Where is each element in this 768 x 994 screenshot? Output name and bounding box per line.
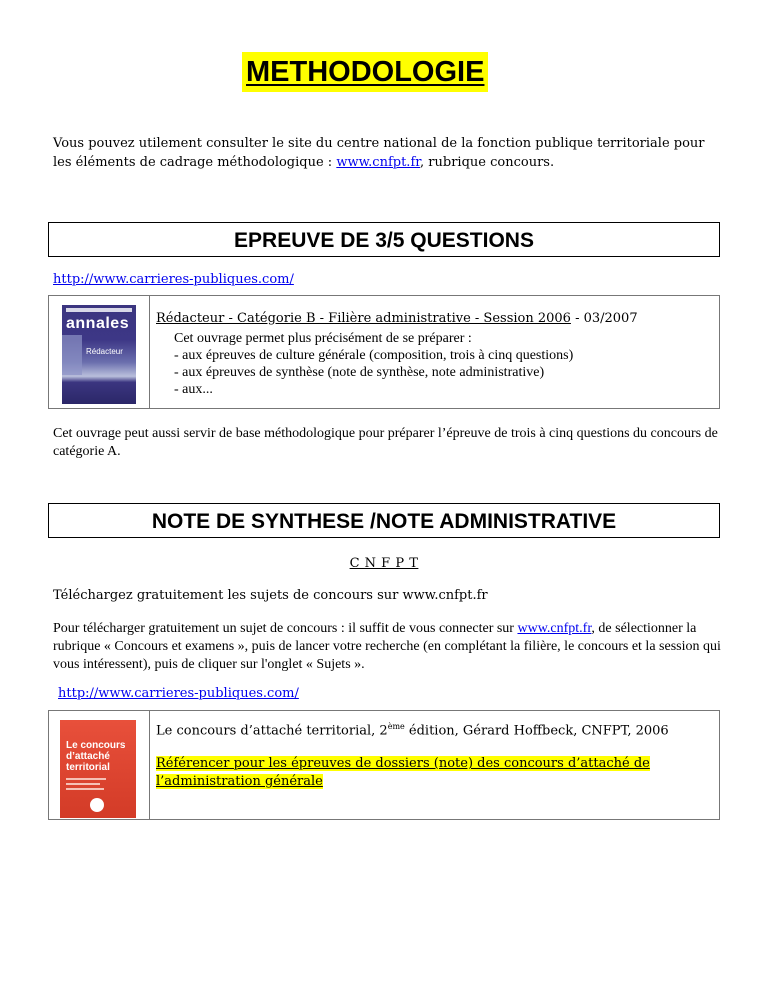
cover-line: territorial	[66, 762, 110, 773]
book-description	[174, 330, 573, 398]
carrieres-publiques-link-2[interactable]: http://www.carrieres-publiques.com/	[58, 686, 299, 701]
book-desc-line: - aux...	[174, 382, 213, 397]
section1-note: Cet ouvrage peut aussi servir de base méthodologique pour préparer l’épreuve de trois à cinq questions du concours de catégorie A.	[53, 426, 718, 459]
book2-title-end: édition, Gérard Hoffbeck, CNFPT, 2006	[404, 723, 669, 739]
publisher-logo-icon	[90, 798, 104, 812]
section-heading-synthese: NOTE DE SYNTHESE /NOTE ADMINISTRATIVE	[48, 503, 720, 538]
book-title-line	[156, 310, 638, 327]
book2-title-line	[156, 722, 669, 738]
book-card-divider	[149, 296, 150, 408]
cover-header-stripe	[66, 308, 132, 312]
book-cover-annales	[62, 305, 136, 404]
cover-line: Le concours	[66, 740, 126, 751]
book-title[interactable]: Rédacteur - Catégorie B - Filière administrative - Session 2006	[156, 311, 571, 326]
cover-rule	[66, 788, 104, 790]
download-instructions	[53, 620, 723, 674]
book-desc-line: - aux épreuves de culture générale (composition, trois à cinq questions)	[174, 348, 574, 363]
cnfpt-heading: C N F P T	[349, 556, 419, 571]
book-date: - 03/2007	[570, 311, 638, 326]
book2-title: Le concours d’attaché territorial, 2	[156, 723, 388, 739]
book-cover-attache	[60, 720, 136, 818]
instructions-text-end: , de sélectionner la rubrique « Concours et examens », puis de lancer votre recherche (en complétant la filière, le concours et la session qui vous intéressent), puis de cliquer sur l'onglet « Sujets ».	[53, 621, 721, 672]
download-line: Téléchargez gratuitement les sujets de concours sur www.cnfpt.fr	[53, 588, 488, 603]
page-title: METHODOLOGIE	[242, 52, 488, 92]
book2-highlight: Référencer pour les épreuves de dossiers (note) des concours d’attaché de l’administration générale	[156, 756, 650, 789]
cover-graphic	[62, 335, 82, 375]
book-card-divider	[149, 711, 150, 819]
cnfpt-site-link[interactable]: www.cnfpt.fr	[517, 621, 592, 636]
cover-text	[66, 740, 125, 773]
cover-rule	[66, 783, 100, 785]
section-heading-questions: EPREUVE DE 3/5 QUESTIONS	[48, 222, 720, 257]
cover-rule	[66, 778, 106, 780]
book-desc-line: - aux épreuves de synthèse (note de synthèse, note administrative)	[174, 365, 545, 380]
book-desc-line: Cet ouvrage permet plus précisément de se préparer :	[174, 331, 472, 346]
intro-text-end: , rubrique concours.	[420, 155, 555, 170]
cnfpt-link[interactable]: www.cnfpt.fr	[336, 155, 421, 170]
intro-text: Vous pouvez utilement consulter le site du centre national de la fonction publique territoriale pour les éléments de cadrage méthodologique :	[53, 136, 705, 170]
cover-line: d’attaché	[66, 751, 110, 762]
instructions-text: Pour télécharger gratuitement un sujet de concours : il suffit de vous connecter sur	[53, 621, 518, 636]
carrieres-publiques-link[interactable]: http://www.carrieres-publiques.com/	[53, 272, 294, 287]
cover-subtitle: Rédacteur	[86, 347, 123, 356]
cover-title: annales	[66, 315, 130, 332]
intro-paragraph	[53, 134, 723, 172]
book2-title-sup: ème	[387, 722, 405, 731]
book2-reference	[156, 755, 676, 791]
